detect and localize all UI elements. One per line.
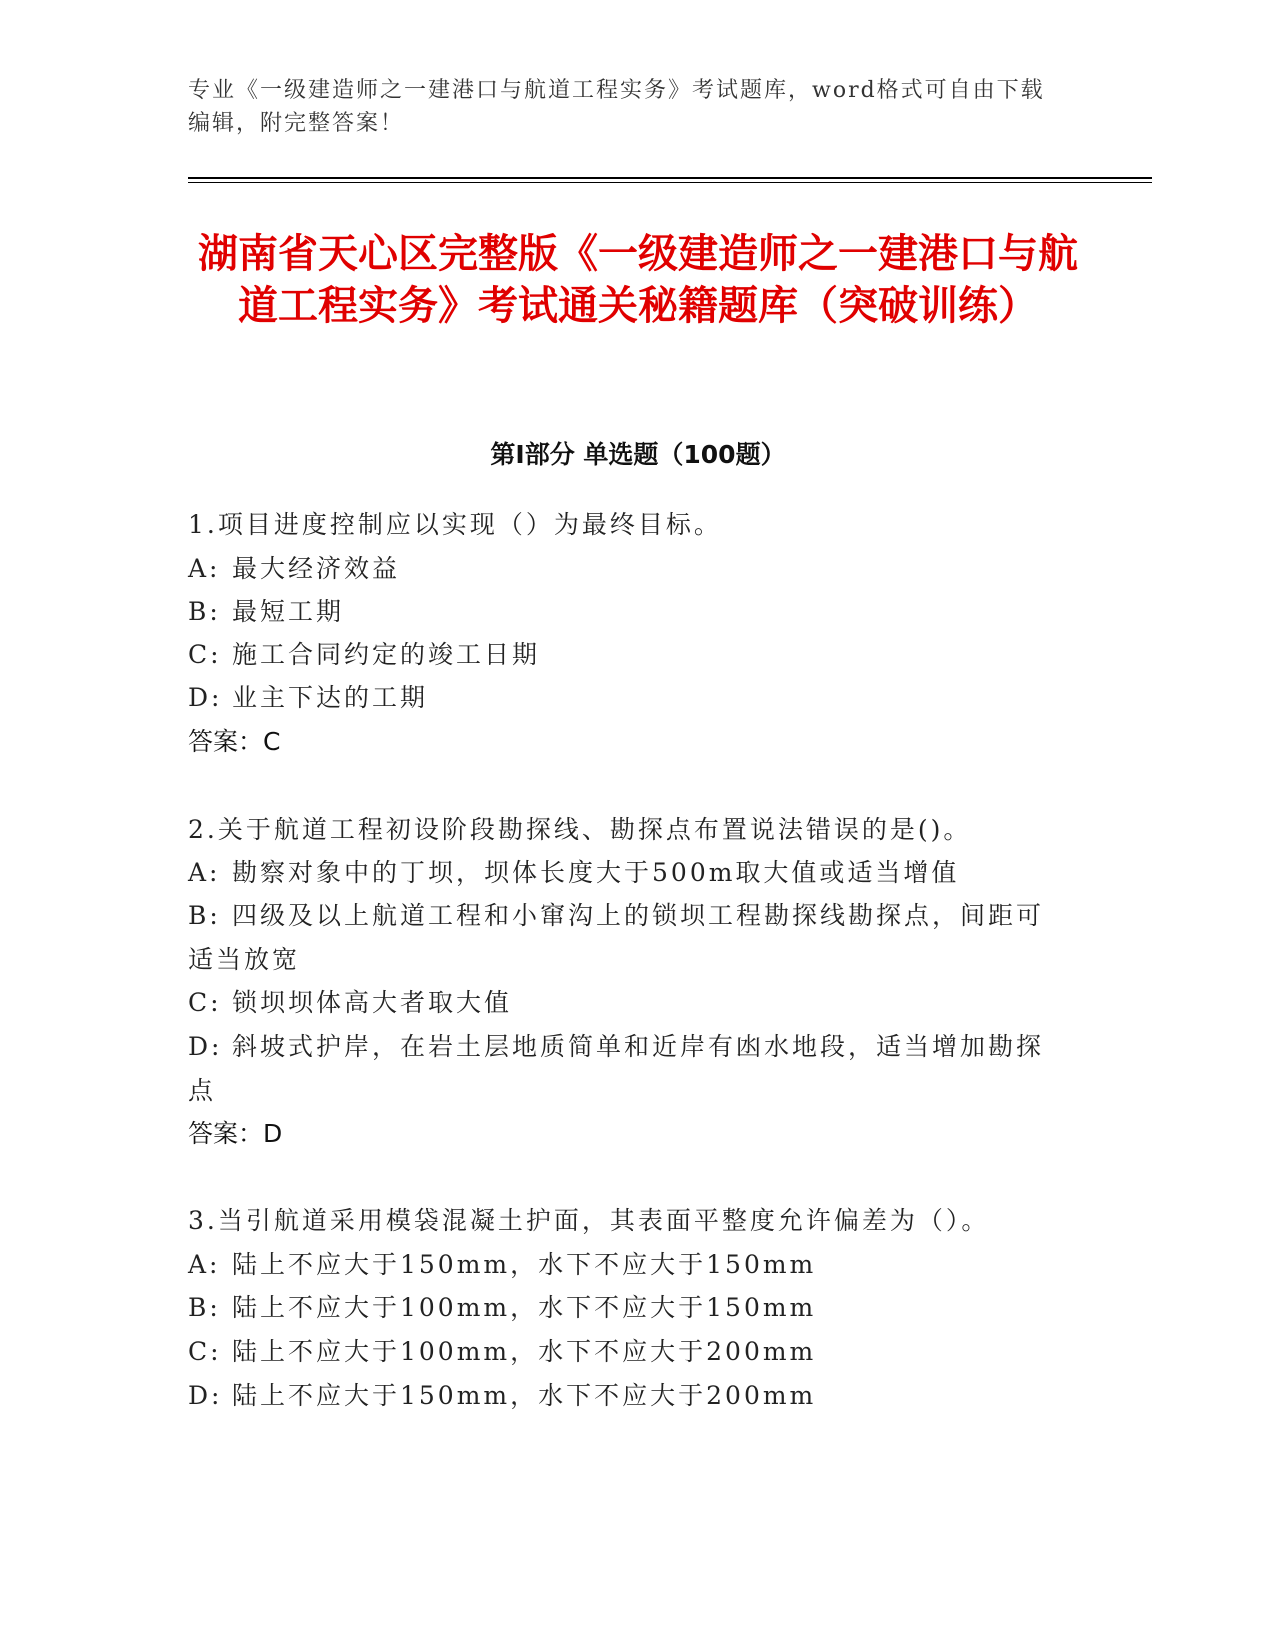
- option-text: 业主下达的工期: [232, 683, 429, 712]
- option-text: 锁坝坝体高大者取大值: [232, 988, 513, 1017]
- question-2-option-d: [188, 1025, 1068, 1113]
- question-1-text: 1.项目进度控制应以实现（）为最终目标。: [188, 510, 722, 539]
- question-2-option-a: [188, 851, 1068, 895]
- option-text: 陆上不应大于100mm，水下不应大于200mm: [232, 1337, 817, 1366]
- question-2-answer: 答案：D: [188, 1119, 283, 1148]
- question-1-option-a: [188, 547, 1068, 591]
- option-text: 陆上不应大于100mm，水下不应大于150mm: [232, 1293, 817, 1322]
- option-key: A:: [188, 554, 221, 583]
- question-3-option-b: [188, 1286, 1068, 1330]
- header-note: 专业《一级建造师之一建港口与航道工程实务》考试题库，word格式可自由下载编辑，附完整答案！: [188, 78, 1045, 136]
- question-2-option-b: [188, 894, 1068, 982]
- question-1-option-b: [188, 590, 1068, 634]
- option-key: B:: [188, 1293, 221, 1322]
- option-key: D:: [188, 1381, 223, 1410]
- option-key: D:: [188, 683, 223, 712]
- header-divider-thin: [188, 182, 1152, 183]
- option-key: C:: [188, 988, 222, 1017]
- question-2-text: 2.关于航道工程初设阶段勘探线、勘探点布置说法错误的是()。: [188, 815, 972, 844]
- header-divider-thick: [188, 177, 1152, 179]
- option-text: 最大经济效益: [232, 554, 401, 583]
- option-key: C:: [188, 640, 222, 669]
- option-key: D:: [188, 1032, 223, 1061]
- option-text: 勘察对象中的丁坝，坝体长度大于500m取大值或适当增值: [232, 858, 960, 887]
- option-key: A:: [188, 1250, 221, 1279]
- option-key: C:: [188, 1337, 222, 1366]
- option-text: 斜坡式护岸，在岩土层地质简单和近岸有凼水地段，适当增加勘探点: [188, 1032, 1045, 1105]
- question-3-text: 3.当引航道采用模袋混凝土护面，其表面平整度允许偏差为（）。: [188, 1206, 990, 1235]
- question-1-option-d: [188, 676, 1068, 720]
- option-text: 四级及以上航道工程和小窜沟上的锁坝工程勘探线勘探点，间距可适当放宽: [188, 901, 1045, 974]
- question-2-option-c: [188, 981, 1068, 1025]
- option-key: B:: [188, 901, 221, 930]
- question-3-option-d: [188, 1374, 1068, 1418]
- option-key: B:: [188, 597, 221, 626]
- option-text: 最短工期: [232, 597, 345, 626]
- question-1-option-c: [188, 633, 1068, 677]
- option-text: 陆上不应大于150mm，水下不应大于150mm: [232, 1250, 817, 1279]
- option-text: 施工合同约定的竣工日期: [232, 640, 541, 669]
- question-3-option-a: [188, 1243, 1068, 1287]
- option-text: 陆上不应大于150mm，水下不应大于200mm: [232, 1381, 817, 1410]
- question-1-answer: 答案：C: [188, 727, 281, 756]
- question-3-option-c: [188, 1330, 1068, 1374]
- document-title: 湖南省天心区完整版《一级建造师之一建港口与航道工程实务》考试通关秘籍题库（突破训练）: [198, 231, 1078, 329]
- option-key: A:: [188, 858, 221, 887]
- section-title: 第Ⅰ部分 单选题（100题）: [490, 440, 786, 469]
